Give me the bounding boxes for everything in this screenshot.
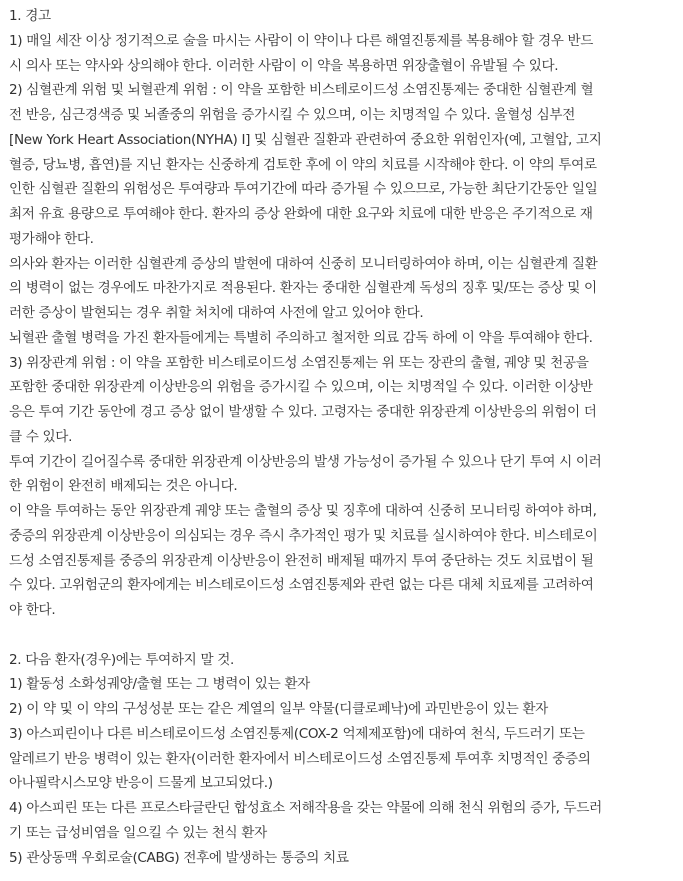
text-line: 클 수 있다. (9, 428, 73, 445)
text-line: 알레르기 반응 병력이 있는 환자(이러한 환자에서 비스테로이드성 소염진통제 투여후 치명적인 중증의 (9, 750, 591, 767)
text-line: 중증의 위장관계 이상반응이 의심되는 경우 즉시 추가적인 평가 및 치료를 실시하여야 한다. 비스테로이 (9, 527, 598, 544)
text-line: 응은 투여 기간 동안에 경고 증상 없이 발생할 수 있다. 고령자는 중대한 위장관계 이상반응의 위험이 더 (9, 404, 597, 420)
text-line: 러한 증상이 발현되는 경우 취할 처치에 대하여 사전에 알고 있어야 한다. (9, 305, 424, 321)
blank-line (9, 623, 673, 648)
section-heading-contraindications: 2. 다음 환자(경우)에는 투여하지 말 것. (9, 651, 234, 668)
text-line: [New York Heart Association(NYHA) Ⅰ] 및 심혈관 질환과 관련하여 중요한 위험인자(예, 고혈압, 고지 (9, 131, 602, 148)
text-line: 3) 위장관계 위험 : 이 약을 포함한 비스테로이드성 소염진통제는 위 또는 장관의 출혈, 궤양 및 천공을 (9, 354, 589, 371)
text-line: 수 있다. 고위험군의 환자에게는 비스테로이드성 소염진통제와 관련 없는 다른 대체 치료제를 고려하여 (9, 577, 594, 594)
text-line: 투여 기간이 길어질수록 중대한 위장관계 이상반응의 발생 가능성이 증가될 수 있으나 단기 투여 시 이러 (9, 453, 602, 470)
text-line: 2) 심혈관계 위험 및 뇌혈관계 위험 : 이 약을 포함한 비스테로이드성 소염진통제는 중대한 심혈관계 혈 (9, 82, 594, 99)
text-line: 평가해야 한다. (9, 230, 94, 247)
text-line: 인한 심혈관 질환의 위험성은 투여량과 투여기간에 따라 증가될 수 있으므로, 가능한 최단기간동안 일일 (9, 181, 598, 198)
text-line: 의사와 환자는 이러한 심혈관계 증상의 발현에 대하여 신중히 모니터링하여야 하며, 이는 심혈관계 질환 (9, 255, 598, 272)
text-line: 드성 소염진통제를 중증의 위장관계 이상반응이 완전히 배제될 때까지 투여 중단하는 것도 치료법이 될 (9, 552, 594, 569)
text-line: 전 반응, 심근경색증 및 뇌졸중의 위험을 증가시킬 수 있으며, 이는 치명적일 수 있다. 울혈성 심부전 (9, 107, 575, 123)
text-line: 한 위험이 완전히 배제되는 것은 아니다. (9, 478, 238, 495)
text-line: 2) 이 약 및 이 약의 구성성분 또는 같은 계열의 일부 약물(디클로페낙)에 과민반응이 있는 환자 (9, 701, 548, 717)
text-line: 5) 관상동맥 우회로술(CABG) 전후에 발생하는 통증의 치료 (9, 849, 349, 866)
text-line: 기 또는 급성비염을 일으킬 수 있는 천식 환자 (9, 824, 267, 841)
text-line: 뇌혈관 출혈 병력을 가진 환자들에게는 특별히 주의하고 철저한 의료 감독 하에 이 약을 투여해야 한다. (9, 329, 593, 346)
text-line: 시 의사 또는 약사와 상의해야 한다. 이러한 사람이 이 약을 복용하면 위장출혈이 유발될 수 있다. (9, 57, 559, 74)
text-line: 야 한다. (9, 602, 56, 618)
section-heading-warning: 1. 경고 (9, 8, 51, 24)
text-line: 1) 활동성 소화성궤양/출혈 또는 그 병력이 있는 환자 (9, 676, 310, 693)
text-line: 이 약을 투여하는 동안 위장관계 궤양 또는 출혈의 증상 및 징후에 대하여 신중히 모니터링 하여야 하며, (9, 503, 597, 519)
text-line: 포함한 중대한 위장관계 이상반응의 위험을 증가시킬 수 있으며, 이는 치명적일 수 있다. 이러한 이상반 (9, 379, 593, 396)
text-line: 의 병력이 없는 경우에도 마찬가지로 적용된다. 환자는 중대한 심혈관계 독성의 징후 및/또는 증상 및 이 (9, 280, 597, 297)
text-line: 1) 매일 세잔 이상 정기적으로 술을 마시는 사람이 이 약이나 다른 해열진통제를 복용해야 할 경우 반드 (9, 32, 594, 49)
text-line: 4) 아스피린 또는 다른 프로스타글란딘 합성효소 저해작용을 갖는 약물에 의해 천식 위험의 증가, 두드러 (9, 800, 602, 816)
text-line: 3) 아스피린이나 다른 비스테로이드성 소염진통제(COX-2 억제제포함)에 대하여 천식, 두드러기 또는 (9, 725, 585, 742)
text-line: 혈증, 당뇨병, 흡연)를 지닌 환자는 신중하게 검토한 후에 이 약의 치료를 시작해야 한다. 이 약의 투여로 (9, 156, 597, 173)
text-line: 최저 유효 용량으로 투여해야 한다. 환자의 증상 완화에 대한 요구와 치료에 대한 반응은 주기적으로 재 (9, 206, 593, 222)
text-line: 아나필락시스모양 반응이 드물게 보고되었다.) (9, 775, 273, 792)
